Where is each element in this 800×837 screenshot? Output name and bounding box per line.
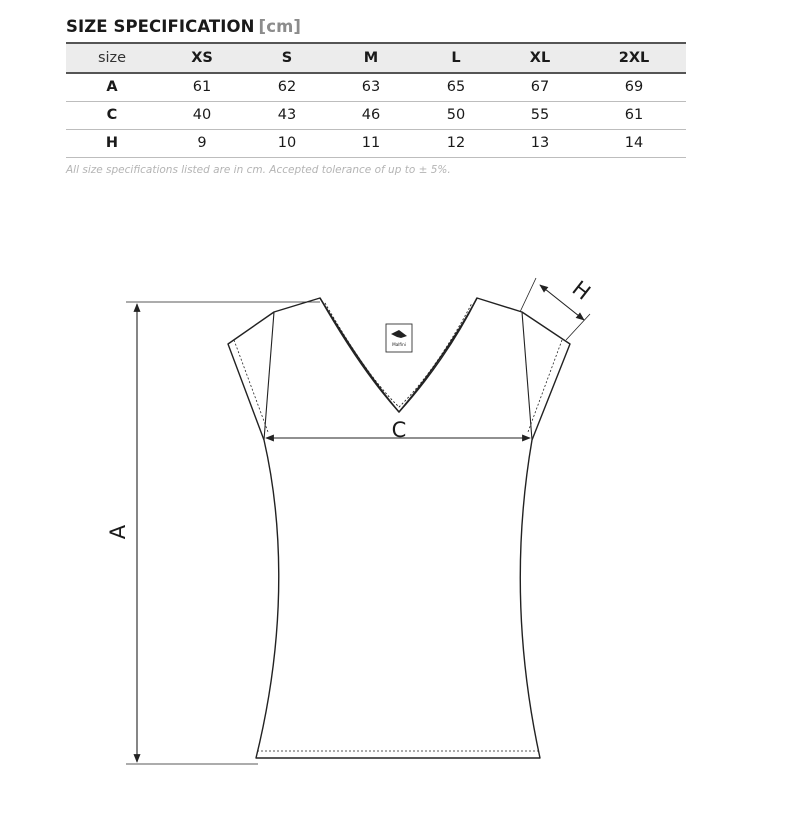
dimension-h-label: H	[567, 276, 595, 305]
table-cell: 13	[498, 129, 582, 157]
table-cell: 11	[328, 129, 414, 157]
table-cell: 46	[328, 101, 414, 129]
row-label: A	[66, 73, 158, 101]
table-cell: 50	[414, 101, 498, 129]
table-cell: 69	[582, 73, 686, 101]
header-size-l: L	[414, 43, 498, 73]
row-label: C	[66, 101, 158, 129]
header-size-xs: XS	[158, 43, 246, 73]
table-cell: 55	[498, 101, 582, 129]
header-size-2xl: 2XL	[582, 43, 686, 73]
table-cell: 65	[414, 73, 498, 101]
header-size-label: size	[66, 43, 158, 73]
dimension-c-label: C	[391, 418, 407, 442]
table-cell: 67	[498, 73, 582, 101]
table-cell: 40	[158, 101, 246, 129]
table-cell: 14	[582, 129, 686, 157]
header-size-s: S	[246, 43, 328, 73]
table-cell: 9	[158, 129, 246, 157]
table-cell: 61	[582, 101, 686, 129]
neck-label-tag	[386, 324, 412, 352]
table-cell: 10	[246, 129, 328, 157]
title-text: SIZE SPECIFICATION	[66, 17, 255, 36]
dimension-a	[126, 302, 320, 764]
row-label: H	[66, 129, 158, 157]
table-cell: 61	[158, 73, 246, 101]
table-cell: 12	[414, 129, 498, 157]
table-cell: 43	[246, 101, 328, 129]
header-size-xl: XL	[498, 43, 582, 73]
table-cell: 62	[246, 73, 328, 101]
table-cell: 63	[328, 73, 414, 101]
tag-text: Malfini	[392, 342, 406, 347]
tshirt-outline	[228, 298, 570, 758]
dimension-a-label: A	[106, 524, 130, 540]
tolerance-note: All size specifications listed are in cm. Accepted tolerance of up to ± 5%.	[66, 164, 451, 176]
header-size-m: M	[328, 43, 414, 73]
title-unit: [cm]	[258, 17, 302, 36]
